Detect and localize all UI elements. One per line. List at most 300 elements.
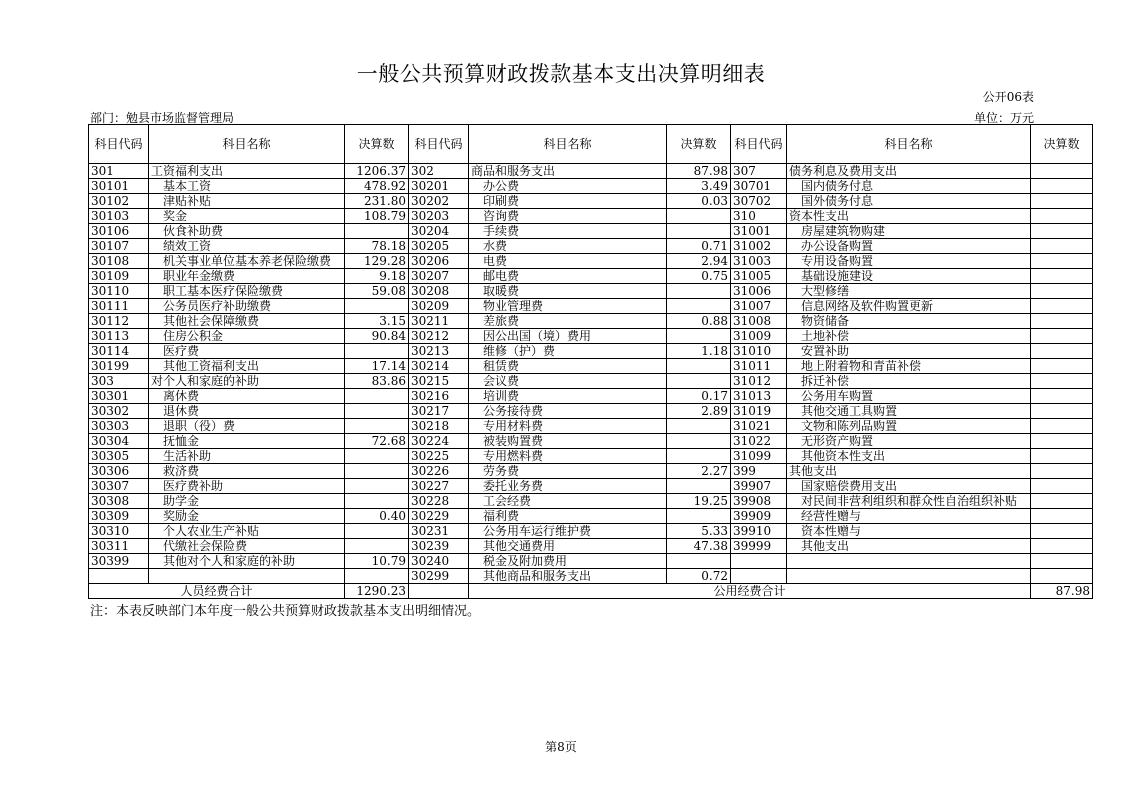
item-name: 抚恤金 [149,434,345,449]
item-amount: 47.38 [667,539,731,554]
item-code: 30204 [409,224,469,239]
item-code: 31019 [731,404,787,419]
item-code: 31007 [731,299,787,314]
table-row [89,434,1093,449]
item-code: 30301 [89,389,149,404]
item-amount [667,374,731,389]
item-code: 31002 [731,239,787,254]
item-name: 其他资本性支出 [787,449,1031,464]
header-amount-3: 决算数 [1031,125,1093,164]
item-amount [1031,374,1093,389]
footnote: 注：本表反映部门本年度一般公共预算财政拨款基本支出明细情况。 [90,604,481,619]
item-amount [1031,164,1093,179]
table-row [89,569,1093,584]
item-name: 商品和服务支出 [469,164,667,179]
item-amount [1031,524,1093,539]
item-amount [1031,314,1093,329]
item-name: 对民间非营利组织和群众性自治组织补贴 [787,494,1031,509]
item-name: 津贴补贴 [149,194,345,209]
item-name: 奖金 [149,209,345,224]
item-code: 31011 [731,359,787,374]
item-amount [667,224,731,239]
item-amount: 108.79 [345,209,409,224]
item-name: 专用燃料费 [469,449,667,464]
item-code: 303 [89,374,149,389]
item-name: 福利费 [469,509,667,524]
item-amount [345,479,409,494]
item-name: 租赁费 [469,359,667,374]
table-row [89,344,1093,359]
item-code: 30103 [89,209,149,224]
item-amount: 2.27 [667,464,731,479]
item-amount [667,359,731,374]
item-name [787,569,1031,584]
item-name: 退休费 [149,404,345,419]
header-row [89,125,1093,164]
header-amount-2: 决算数 [667,125,731,164]
table-row [89,254,1093,269]
totals-row [89,584,1093,599]
item-name [787,554,1031,569]
item-amount [1031,194,1093,209]
item-code: 30102 [89,194,149,209]
item-code [731,569,787,584]
item-name: 专用材料费 [469,419,667,434]
item-name: 奖励金 [149,509,345,524]
item-amount [667,479,731,494]
item-code: 31013 [731,389,787,404]
table-row [89,479,1093,494]
item-code: 31009 [731,329,787,344]
item-name: 土地补偿 [787,329,1031,344]
item-amount [1031,554,1093,569]
item-name: 国家赔偿费用支出 [787,479,1031,494]
table-row [89,509,1093,524]
item-name: 住房公积金 [149,329,345,344]
item-code: 30199 [89,359,149,374]
item-amount [667,284,731,299]
item-name: 邮电费 [469,269,667,284]
item-name: 资本性赠与 [787,524,1031,539]
item-code: 31005 [731,269,787,284]
item-code: 31006 [731,284,787,299]
item-code: 30113 [89,329,149,344]
item-name: 水费 [469,239,667,254]
item-code: 30110 [89,284,149,299]
item-code: 31003 [731,254,787,269]
table-row [89,554,1093,569]
item-amount: 2.89 [667,404,731,419]
item-code: 39907 [731,479,787,494]
item-name: 大型修缮 [787,284,1031,299]
item-code: 30308 [89,494,149,509]
item-amount [1031,479,1093,494]
item-amount [1031,269,1093,284]
item-code: 30239 [409,539,469,554]
item-amount: 0.17 [667,389,731,404]
item-amount [667,209,731,224]
table-row [89,404,1093,419]
item-code: 30108 [89,254,149,269]
item-code: 30306 [89,464,149,479]
item-name: 退职（役）费 [149,419,345,434]
item-code: 30211 [409,314,469,329]
item-amount: 129.28 [345,254,409,269]
item-amount [1031,239,1093,254]
item-amount [667,419,731,434]
item-name: 物业管理费 [469,299,667,314]
item-name: 其他交通工具购置 [787,404,1031,419]
table-number: 公开06表 [982,90,1034,104]
item-name: 职业年金缴费 [149,269,345,284]
item-code: 39910 [731,524,787,539]
item-code: 30231 [409,524,469,539]
totals-spacer [409,584,469,599]
item-name: 文物和陈列品购置 [787,419,1031,434]
table-row [89,164,1093,179]
item-amount: 231.80 [345,194,409,209]
item-code: 30111 [89,299,149,314]
item-name: 基础设施建设 [787,269,1031,284]
item-name: 其他对个人和家庭的补助 [149,554,345,569]
item-code: 30217 [409,404,469,419]
item-amount: 0.75 [667,269,731,284]
item-amount: 0.03 [667,194,731,209]
item-code: 30226 [409,464,469,479]
item-amount [345,404,409,419]
item-code: 30205 [409,239,469,254]
table-row [89,419,1093,434]
item-amount: 1.18 [667,344,731,359]
item-code: 30209 [409,299,469,314]
item-name: 基本工资 [149,179,345,194]
item-code: 301 [89,164,149,179]
item-name: 被装购置费 [469,434,667,449]
public-total-value: 87.98 [1031,584,1093,599]
item-name: 取暖费 [469,284,667,299]
item-code: 30201 [409,179,469,194]
item-name: 维修（护）费 [469,344,667,359]
item-name: 差旅费 [469,314,667,329]
table-row [89,524,1093,539]
item-amount [345,569,409,584]
item-code: 30107 [89,239,149,254]
item-amount: 0.72 [667,569,731,584]
item-name: 电费 [469,254,667,269]
item-name: 公务用车购置 [787,389,1031,404]
item-code: 30203 [409,209,469,224]
header-code-2: 科目代码 [409,125,469,164]
item-name: 公务用车运行维护费 [469,524,667,539]
table-row [89,209,1093,224]
item-name: 国内债务付息 [787,179,1031,194]
item-amount [1031,344,1093,359]
item-name: 助学金 [149,494,345,509]
item-amount: 1206.37 [345,164,409,179]
item-code: 30224 [409,434,469,449]
public-total-label: 公用经费合计 [469,584,1031,599]
item-code: 302 [409,164,469,179]
item-amount: 87.98 [667,164,731,179]
item-code: 31012 [731,374,787,389]
item-name: 办公设备购置 [787,239,1031,254]
item-amount: 19.25 [667,494,731,509]
item-code: 30304 [89,434,149,449]
header-code-3: 科目代码 [731,125,787,164]
header-code-1: 科目代码 [89,125,149,164]
item-code: 30307 [89,479,149,494]
item-code: 30309 [89,509,149,524]
item-amount [1031,329,1093,344]
item-amount [345,524,409,539]
item-amount [1031,449,1093,464]
item-amount [1031,404,1093,419]
item-amount [1031,209,1093,224]
item-name: 其他支出 [787,464,1031,479]
item-name: 无形资产购置 [787,434,1031,449]
item-code: 30240 [409,554,469,569]
item-code: 30215 [409,374,469,389]
table-row [89,374,1093,389]
item-name: 对个人和家庭的补助 [149,374,345,389]
item-name: 职工基本医疗保险缴费 [149,284,345,299]
item-amount: 17.14 [345,359,409,374]
item-code: 399 [731,464,787,479]
item-amount: 83.86 [345,374,409,389]
item-name: 其他商品和服务支出 [469,569,667,584]
item-code: 30213 [409,344,469,359]
item-name: 咨询费 [469,209,667,224]
item-amount: 78.18 [345,239,409,254]
item-amount [667,434,731,449]
item-name: 经营性赠与 [787,509,1031,524]
item-code: 31022 [731,434,787,449]
item-amount [1031,224,1093,239]
item-name: 因公出国（境）费用 [469,329,667,344]
item-name [149,569,345,584]
item-name: 劳务费 [469,464,667,479]
item-name: 会议费 [469,374,667,389]
item-name: 代缴社会保险费 [149,539,345,554]
page-title: 一般公共预算财政拨款基本支出决算明细表 [356,62,766,86]
table-row [89,449,1093,464]
item-code: 30311 [89,539,149,554]
item-code: 31099 [731,449,787,464]
item-code: 30212 [409,329,469,344]
unit-label: 单位：万元 [973,111,1034,125]
item-code: 39908 [731,494,787,509]
item-code: 30228 [409,494,469,509]
item-amount [345,494,409,509]
item-amount [667,554,731,569]
item-amount [1031,284,1093,299]
item-code: 30305 [89,449,149,464]
item-amount [667,299,731,314]
item-name: 公务接待费 [469,404,667,419]
item-amount [345,449,409,464]
item-code: 30101 [89,179,149,194]
item-amount: 0.71 [667,239,731,254]
item-name: 伙食补助费 [149,224,345,239]
item-amount: 2.94 [667,254,731,269]
table-row [89,269,1093,284]
item-amount: 478.92 [345,179,409,194]
header-name-1: 科目名称 [149,125,345,164]
item-amount [1031,419,1093,434]
item-code: 30701 [731,179,787,194]
item-code: 30702 [731,194,787,209]
table-row [89,314,1093,329]
item-name: 债务利息及费用支出 [787,164,1031,179]
item-amount [345,464,409,479]
item-amount [1031,299,1093,314]
item-amount: 59.08 [345,284,409,299]
item-code [89,569,149,584]
item-amount: 5.33 [667,524,731,539]
item-code: 30302 [89,404,149,419]
item-amount [345,389,409,404]
table-row [89,329,1093,344]
item-name: 国外债务付息 [787,194,1031,209]
item-code: 39909 [731,509,787,524]
item-amount [1031,539,1093,554]
item-code: 30106 [89,224,149,239]
header-name-3: 科目名称 [787,125,1031,164]
item-code: 31001 [731,224,787,239]
item-name: 税金及附加费用 [469,554,667,569]
table-row [89,464,1093,479]
item-name: 公务员医疗补助缴费 [149,299,345,314]
table-row [89,539,1093,554]
item-amount [667,329,731,344]
table-row [89,239,1093,254]
item-name: 个人农业生产补贴 [149,524,345,539]
item-name: 生活补助 [149,449,345,464]
item-name: 其他社会保障缴费 [149,314,345,329]
item-name: 物资储备 [787,314,1031,329]
item-name: 离休费 [149,389,345,404]
item-code: 31008 [731,314,787,329]
item-amount [345,539,409,554]
item-amount [1031,179,1093,194]
item-amount [345,344,409,359]
item-code: 30216 [409,389,469,404]
item-name: 房屋建筑物购建 [787,224,1031,239]
item-code [731,554,787,569]
item-amount [1031,434,1093,449]
item-name: 培训费 [469,389,667,404]
item-amount [1031,254,1093,269]
item-code: 39999 [731,539,787,554]
item-amount [345,299,409,314]
table-row [89,284,1093,299]
item-amount: 0.40 [345,509,409,524]
item-name: 救济费 [149,464,345,479]
item-amount: 10.79 [345,554,409,569]
item-code: 310 [731,209,787,224]
item-name: 医疗费补助 [149,479,345,494]
item-name: 医疗费 [149,344,345,359]
personnel-total-label: 人员经费合计 [89,584,345,599]
item-amount: 3.49 [667,179,731,194]
item-name: 资本性支出 [787,209,1031,224]
item-amount: 90.84 [345,329,409,344]
budget-table [88,124,1093,599]
item-code: 30206 [409,254,469,269]
item-name: 信息网络及软件购置更新 [787,299,1031,314]
item-name: 办公费 [469,179,667,194]
table-row [89,299,1093,314]
item-name: 专用设备购置 [787,254,1031,269]
item-amount: 3.15 [345,314,409,329]
item-name: 工资福利支出 [149,164,345,179]
item-amount [1031,464,1093,479]
item-code: 30229 [409,509,469,524]
page-number: 第8页 [545,740,577,754]
item-name: 印刷费 [469,194,667,209]
item-code: 31010 [731,344,787,359]
item-name: 机关事业单位基本养老保险缴费 [149,254,345,269]
item-code: 30225 [409,449,469,464]
item-amount [345,224,409,239]
item-code: 30207 [409,269,469,284]
item-code: 30114 [89,344,149,359]
header-name-2: 科目名称 [469,125,667,164]
item-code: 31021 [731,419,787,434]
item-amount [1031,359,1093,374]
table-row [89,389,1093,404]
item-code: 30208 [409,284,469,299]
item-code: 30214 [409,359,469,374]
item-name: 拆迁补偿 [787,374,1031,389]
item-code: 30310 [89,524,149,539]
item-amount [1031,509,1093,524]
item-name: 其他交通费用 [469,539,667,554]
table-row [89,194,1093,209]
item-amount [667,509,731,524]
department-label: 部门：勉县市场监督管理局 [90,111,235,125]
item-name: 安置补助 [787,344,1031,359]
table-row [89,359,1093,374]
item-code: 30112 [89,314,149,329]
item-code: 30299 [409,569,469,584]
item-code: 30218 [409,419,469,434]
item-amount: 9.18 [345,269,409,284]
item-amount [667,449,731,464]
item-name: 手续费 [469,224,667,239]
item-amount [1031,389,1093,404]
table-row [89,179,1093,194]
item-amount [1031,494,1093,509]
item-code: 30202 [409,194,469,209]
personnel-total-value: 1290.23 [345,584,409,599]
item-code: 30227 [409,479,469,494]
item-amount: 0.88 [667,314,731,329]
item-amount [345,419,409,434]
header-amount-1: 决算数 [345,125,409,164]
item-code: 30303 [89,419,149,434]
item-name: 地上附着物和青苗补偿 [787,359,1031,374]
table-row [89,224,1093,239]
item-code: 30399 [89,554,149,569]
item-code: 30109 [89,269,149,284]
item-name: 绩效工资 [149,239,345,254]
item-name: 委托业务费 [469,479,667,494]
item-code: 307 [731,164,787,179]
item-amount [1031,569,1093,584]
table-row [89,494,1093,509]
item-amount: 72.68 [345,434,409,449]
